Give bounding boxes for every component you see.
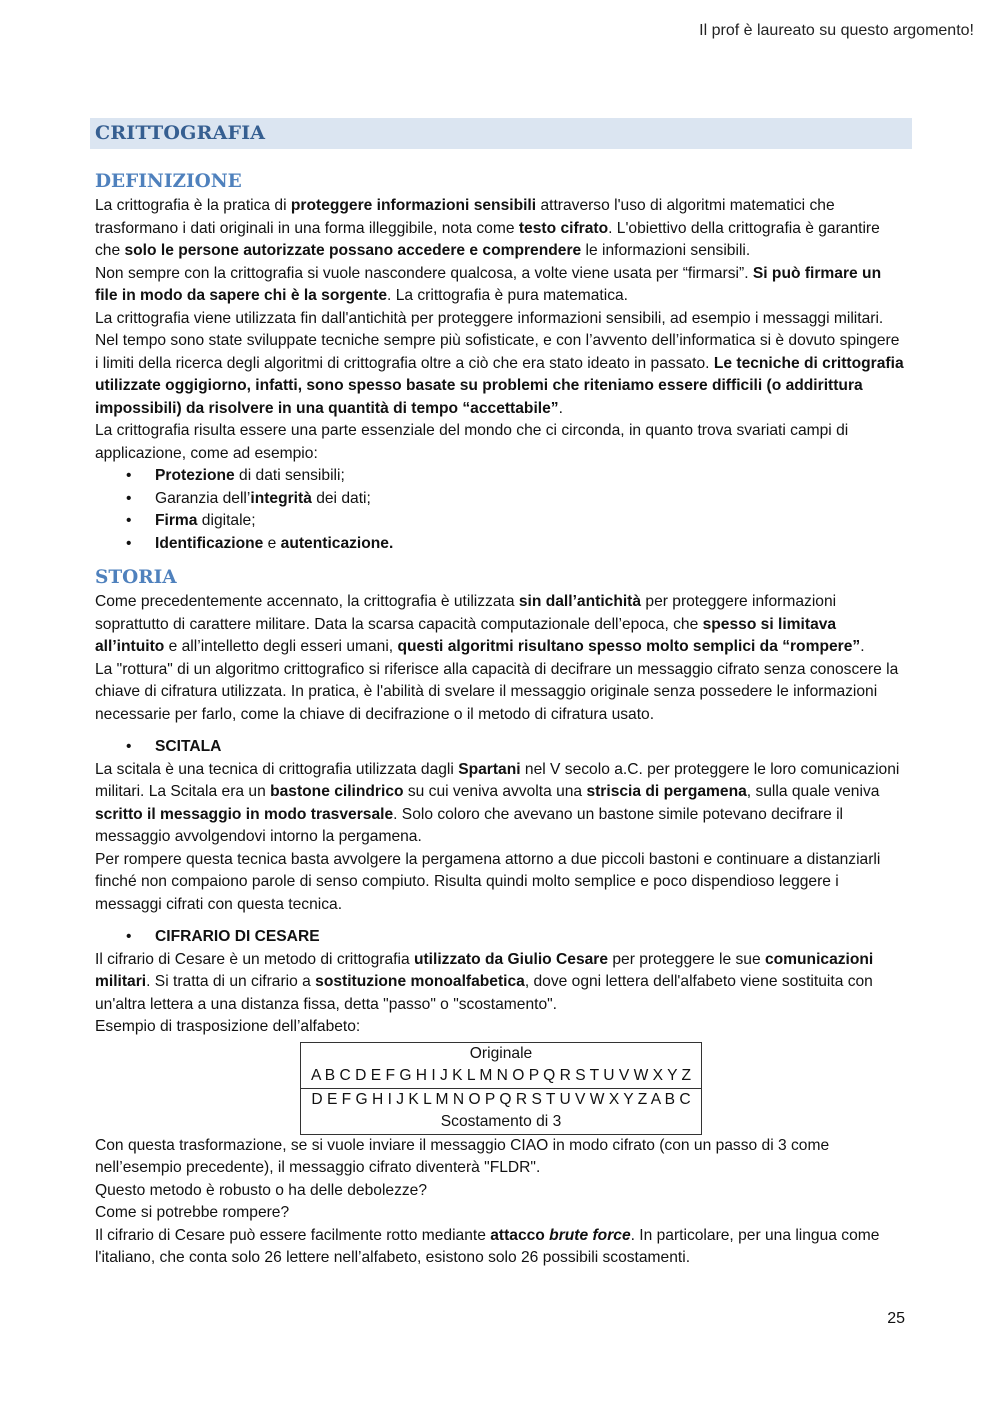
paragraph: Questo metodo è robusto o ha delle debolezze? [95, 1181, 428, 1199]
list-item [95, 533, 907, 556]
text-run: Il cifrario di Cesare può essere facilmente rotto mediante [95, 1226, 491, 1244]
table-row [301, 1088, 702, 1111]
table-row [301, 1111, 702, 1134]
bold-run: striscia di pergamena [586, 783, 747, 800]
subheading-cifrario-di-cesare: • CIFRARIO DI CESARE [95, 926, 907, 949]
bold-run: spesso si limitava all’intuito [95, 615, 837, 655]
text-run: Il cifrario di Cesare è un metodo di crittografia [95, 950, 414, 968]
text-run: e [263, 534, 281, 552]
text-run: . L'obiettivo della crittografia è garantire che [95, 219, 880, 259]
paragraph [95, 759, 907, 849]
text-run: le informazioni sensibili. [581, 242, 751, 259]
list-item [95, 465, 907, 488]
text-run: attraverso l'uso di algoritmi matematici che trasformano i dati originali in una forma illeggibile, nota come [95, 197, 835, 237]
paragraph [95, 263, 907, 308]
chapter-band [90, 118, 912, 149]
shifted-alphabet-cell: D E F G H I J K L M N O P Q R S T U V W X Y Z A B C [311, 1090, 691, 1108]
italic-run: brute force [549, 1226, 631, 1244]
text-run: e all’intelletto degli esseri umani, [164, 638, 398, 655]
paragraph [95, 949, 907, 1017]
table-row [301, 1065, 702, 1088]
bold-run: testo cifrato [518, 219, 609, 237]
bold-run: attacco [490, 1226, 550, 1244]
text-run: . In particolare, per una lingua come l'italiano, che conta solo 26 lettere nell’alfabeto, esistono solo 26 possibili scostamenti. [95, 1226, 880, 1266]
text-run: . Solo coloro che avevano un bastone simile potevano decifrare il messaggio avvolgendovi intorno la pergamena. [95, 805, 844, 845]
caesar-shift-table [300, 1042, 702, 1135]
paragraph [95, 1225, 907, 1270]
page-number: 25 [887, 1310, 905, 1327]
running-header: Il prof è laureato su questo argomento! [699, 22, 974, 39]
bold-run: comunicazioni militari [95, 950, 874, 990]
text-run: La crittografia è la pratica di [95, 197, 291, 214]
text-run: . [558, 399, 563, 417]
text-run: digitale; [197, 512, 256, 529]
section-title-storia: STORIA [95, 567, 177, 588]
bold-run: proteggere informazioni sensibili [290, 197, 537, 214]
subheading-scitala: • SCITALA [95, 736, 907, 759]
bold-run: Protezione [155, 467, 235, 484]
table-label-original: Originale [469, 1044, 533, 1062]
paragraph [95, 195, 907, 263]
page-content [95, 118, 907, 1270]
text-run: , dove ogni lettera dell'alfabeto viene sostituita con un'altra lettera a una distanza fissa, detta "passo" o "scostamento". [95, 973, 873, 1013]
bold-run: Le tecniche di crittografia utilizzate oggigiorno, infatti, sono spesso basate su problemi che riteniamo essere difficili (o addirittura impossibili) da risolvere in una quantità di tempo “accettabile” [95, 354, 904, 417]
text-run: . Si tratta di un cifrario a [146, 973, 316, 990]
table-row [301, 1042, 702, 1065]
text-run: dei dati; [311, 489, 371, 507]
bold-run: solo le persone autorizzate possano accedere e comprendere [124, 242, 582, 259]
paragraph: La crittografia risulta essere una parte essenziale del mondo che ci circonda, in quanto trova svariati campi di applicazione, come ad esempio: [95, 422, 849, 462]
table-label-shift: Scostamento di 3 [440, 1113, 562, 1130]
bold-run: Spartani [458, 760, 521, 778]
bold-italic-run [549, 1227, 630, 1244]
text-run: . [860, 638, 865, 655]
bold-run: Firma [155, 512, 198, 529]
text-run: La scitala è una tecnica di crittografia utilizzata dagli [95, 760, 459, 778]
paragraph: Esempio di trasposizione dell’alfabeto: [95, 1018, 361, 1035]
paragraph [95, 308, 907, 421]
paragraph: Come si potrebbe rompere? [95, 1204, 290, 1221]
text-run: Garanzia dell’ [155, 489, 251, 507]
bold-run: Identificazione [155, 534, 264, 552]
text-run: di dati sensibili; [234, 467, 345, 484]
bold-run: sostituzione monoalfabetica [315, 973, 525, 990]
bold-run: scritto il messaggio in modo trasversale [95, 805, 394, 823]
text-run: per proteggere le sue [608, 950, 765, 968]
bold-run: utilizzato da Giulio Cesare [413, 950, 609, 968]
bold-run: sin dall’antichità [518, 593, 642, 610]
bold-run: integrità [250, 489, 312, 507]
bold-run: Si può firmare un file in modo da sapere chi è la sorgente [95, 264, 882, 304]
paragraph: La "rottura" di un algoritmo crittografico si riferisce alla capacità di decifrare un messaggio cifrato senza conoscere la chiave di cifratura utilizzata. In pratica, è l'abilità di svelare il messaggio originale senza possedere le informazioni necessarie per farlo, come la chiave di decifrazione o il metodo di cifratura usato. [95, 660, 899, 723]
bold-run: questi algoritmi risultano spesso molto semplici da “rompere” [397, 638, 861, 655]
section-title-definizione: DEFINIZIONE [95, 171, 242, 192]
bold-run: autenticazione. [280, 534, 394, 552]
text-run: per proteggere informazioni soprattutto di carattere militare. Data la scarsa capacità computazionale dell’epoca, che [95, 593, 837, 633]
paragraph: Per rompere questa tecnica basta avvolgere la pergamena attorno a due piccoli bastoni e continuare a distanziarli finché non compaiono parole di senso compiuto. Risulta quindi molto semplice e poco dispendioso leggere i messaggi cifrati con questa tecnica. [95, 850, 881, 913]
original-alphabet-cell: A B C D E F G H I J K L M N O P Q R S T U V W X Y Z [301, 1065, 702, 1088]
text-run: , sulla quale veniva [746, 783, 880, 800]
text-run: Come precedentemente accennato, la crittografia è utilizzata [95, 593, 519, 610]
text-run: La crittografia viene utilizzata fin dall'antichità per proteggere informazioni sensibili, ad esempio i messaggi militari. Nel tempo sono state sviluppate tecniche sempre più sofisticate, e con l’avvento dell’informatica si è dovuto spingere i limiti della ricerca degli algoritmi di crittografia oltre a ciò che era stato ideato in passato. [95, 309, 900, 372]
paragraph: Con questa trasformazione, se si vuole inviare il messaggio CIAO in modo cifrato (con un passo di 3 come nell’esempio precedente), il messaggio cifrato diventerà "FLDR". [95, 1136, 830, 1176]
text-run: . La crittografia è pura matematica. [387, 287, 628, 304]
text-run: su cui veniva avvolta una [403, 783, 587, 800]
chapter-title: CRITTOGRAFIA [95, 122, 266, 145]
bold-run: bastone cilindrico [270, 783, 404, 800]
application-list [95, 465, 907, 555]
paragraph [95, 591, 907, 659]
list-item [95, 488, 907, 511]
text-run: nel V secolo a.C. per proteggere le loro comunicazioni militari. La Scitala era un [95, 760, 900, 800]
list-item [95, 510, 907, 533]
text-run: Non sempre con la crittografia si vuole nascondere qualcosa, a volte viene usata per “firmarsi”. [95, 264, 753, 282]
